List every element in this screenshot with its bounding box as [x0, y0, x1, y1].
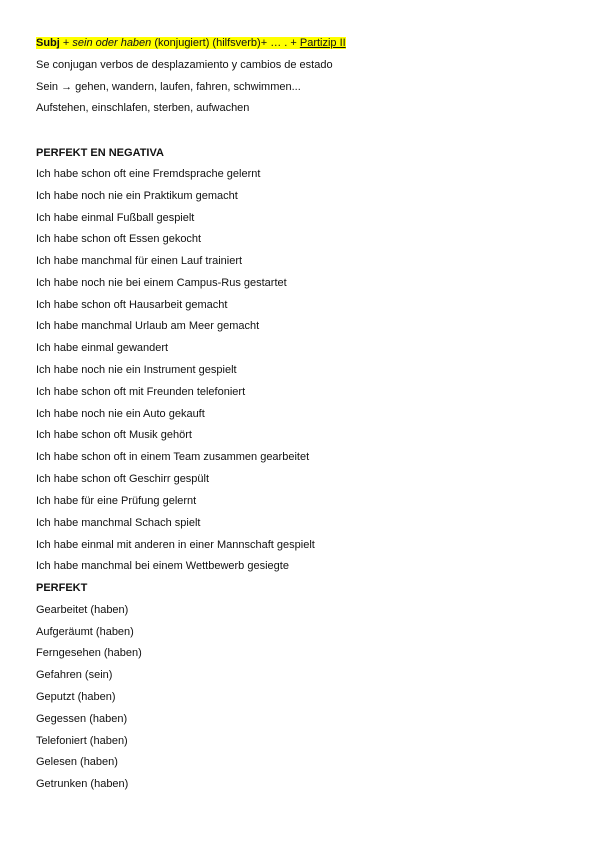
negativa-heading: PERFEKT EN NEGATIVA — [36, 147, 164, 159]
perfekt-item: Telefoniert (haben) — [36, 735, 128, 747]
negativa-sentence: Ich habe manchmal bei einem Wettbewerb gesiegte — [36, 560, 289, 572]
perfekt-item: Gearbeitet (haben) — [36, 604, 129, 616]
negativa-sentence: Ich habe schon oft eine Fremdsprache gelernt — [36, 168, 261, 180]
formula-sein-haben: sein oder haben — [72, 37, 152, 49]
negativa-sentence: Ich habe einmal Fußball gespielt — [36, 212, 195, 224]
intro-line: Se conjugan verbos de desplazamiento y cambios de estado — [36, 59, 333, 71]
intro-line: Aufstehen, einschlafen, sterben, aufwachen — [36, 102, 250, 114]
formula-line — [36, 36, 346, 50]
negativa-sentence: Ich habe manchmal Urlaub am Meer gemacht — [36, 320, 260, 332]
formula-subject: Subj — [36, 37, 60, 49]
perfekt-item: Aufgeräumt (haben) — [36, 626, 134, 638]
negativa-sentence: Ich habe schon oft mit Freunden telefoniert — [36, 386, 246, 398]
perfekt-item: Gefahren (sein) — [36, 669, 113, 681]
negativa-sentence: Ich habe für eine Prüfung gelernt — [36, 495, 197, 507]
negativa-sentence: Ich habe noch nie ein Praktikum gemacht — [36, 190, 238, 202]
perfekt-heading: PERFEKT — [36, 582, 88, 594]
perfekt-item: Ferngesehen (haben) — [36, 647, 142, 659]
negativa-sentence: Ich habe schon oft Geschirr gespült — [36, 473, 210, 485]
formula-partizip: Partizip II — [299, 37, 346, 49]
negativa-sentence: Ich habe manchmal für einen Lauf trainiert — [36, 255, 243, 267]
formula-rest: (konjugiert) (hilfsverb)+ … . + — [151, 37, 300, 49]
negativa-sentence: Ich habe schon oft Musik gehört — [36, 429, 192, 441]
negativa-sentence: Ich habe einmal gewandert — [36, 342, 169, 354]
negativa-sentence: Ich habe noch nie bei einem Campus-Rus gestartet — [36, 277, 287, 289]
negativa-sentence: Ich habe einmal mit anderen in einer Mannschaft gespielt — [36, 539, 315, 551]
perfekt-item: Gegessen (haben) — [36, 713, 128, 725]
negativa-sentence: Ich habe noch nie ein Auto gekauft — [36, 408, 205, 420]
perfekt-item: Gelesen (haben) — [36, 756, 118, 768]
formula-plus: + — [59, 37, 73, 49]
negativa-sentence: Ich habe manchmal Schach spielt — [36, 517, 201, 529]
negativa-sentence: Ich habe schon oft in einem Team zusammen gearbeitet — [36, 451, 310, 463]
negativa-sentence: Ich habe schon oft Hausarbeit gemacht — [36, 299, 228, 311]
perfekt-item: Getrunken (haben) — [36, 778, 129, 790]
negativa-sentence: Ich habe schon oft Essen gekocht — [36, 233, 202, 245]
negativa-sentence: Ich habe noch nie ein Instrument gespielt — [36, 364, 237, 376]
intro-line: Sein → gehen, wandern, laufen, fahren, schwimmen... — [36, 81, 301, 93]
perfekt-item: Geputzt (haben) — [36, 691, 116, 703]
